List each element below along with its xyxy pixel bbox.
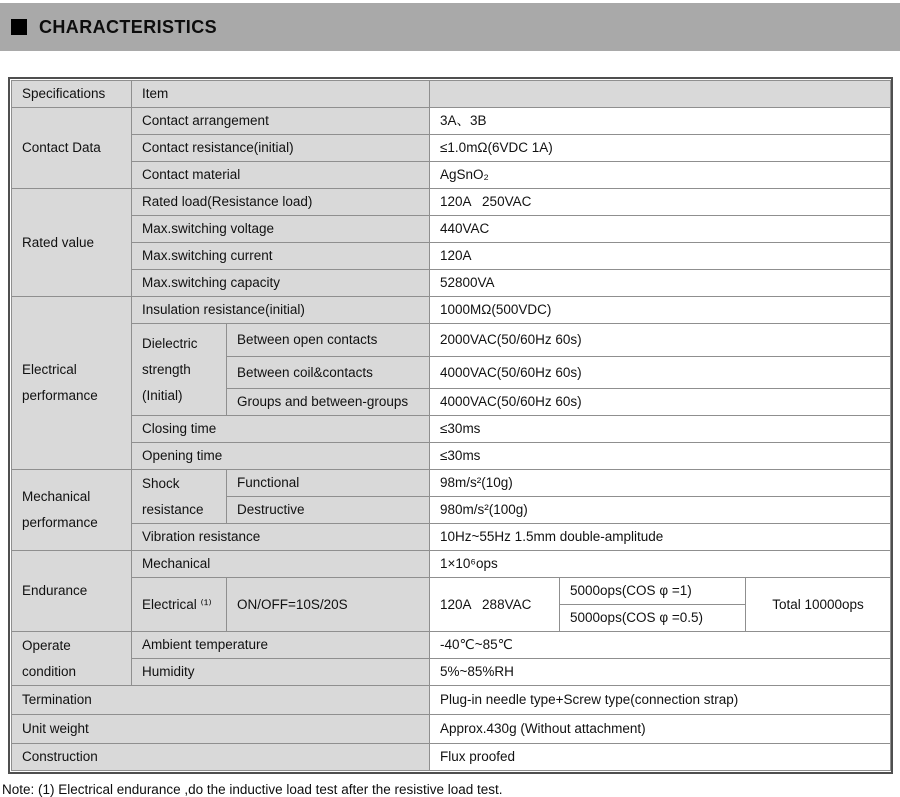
table-row	[12, 686, 891, 715]
table-row	[12, 524, 891, 551]
table-header-value-cell	[430, 81, 891, 108]
table-row	[12, 416, 891, 443]
item-insulation-resistance: Insulation resistance(initial)	[132, 297, 430, 324]
footnote: Note: (1) Electrical endurance ,do the inductive load test after the resistive load test.	[2, 782, 503, 797]
value-contact-material: AgSnO₂	[430, 162, 891, 189]
value-endurance-load: 120A 288VAC	[430, 578, 560, 632]
subitem-destructive: Destructive	[227, 497, 430, 524]
table-row	[12, 744, 891, 771]
value-endurance-total: Total 10000ops	[746, 578, 891, 632]
value-endurance-ops-cos1: 5000ops(COS φ =1)	[560, 578, 746, 605]
header-specifications: Specifications	[12, 81, 132, 108]
value-construction: Flux proofed	[430, 744, 891, 771]
value-insulation-resistance: 1000MΩ(500VDC)	[430, 297, 891, 324]
section-marker-icon	[11, 19, 27, 35]
item-contact-arrangement: Contact arrangement	[132, 108, 430, 135]
table-row	[12, 297, 891, 324]
spec-termination: Termination	[12, 686, 430, 715]
value-shock-functional: 98m/s²(10g)	[430, 470, 891, 497]
value-ambient-temperature: -40℃~85℃	[430, 632, 891, 659]
table-row	[12, 324, 891, 357]
section-banner	[0, 3, 900, 51]
item-max-switching-capacity: Max.switching capacity	[132, 270, 430, 297]
table-row	[12, 632, 891, 659]
spec-construction: Construction	[12, 744, 430, 771]
value-humidity: 5%~85%RH	[430, 659, 891, 686]
item-endurance-electrical: Electrical ⁽¹⁾	[132, 578, 227, 632]
spec-contact-data: Contact Data	[12, 108, 132, 189]
value-opening-time: ≤30ms	[430, 443, 891, 470]
item-rated-load: Rated load(Resistance load)	[132, 189, 430, 216]
table-row	[12, 162, 891, 189]
table-row	[12, 189, 891, 216]
item-shock-resistance: Shock resistance	[132, 470, 227, 524]
table-row	[12, 243, 891, 270]
item-contact-resistance: Contact resistance(initial)	[132, 135, 430, 162]
spec-mechanical-performance: Mechanical performance	[12, 470, 132, 551]
table-row	[12, 135, 891, 162]
value-endurance-ops-cos05: 5000ops(COS φ =0.5)	[560, 605, 746, 632]
item-dielectric-strength: Dielectric strength (Initial)	[132, 324, 227, 416]
value-groups-between-groups: 4000VAC(50/60Hz 60s)	[430, 389, 891, 416]
item-contact-material: Contact material	[132, 162, 430, 189]
table-row	[12, 443, 891, 470]
table-row	[12, 270, 891, 297]
spec-endurance: Endurance	[12, 551, 132, 632]
page-title: CHARACTERISTICS	[39, 16, 218, 37]
value-between-coil-contacts: 4000VAC(50/60Hz 60s)	[430, 357, 891, 389]
item-max-switching-voltage: Max.switching voltage	[132, 216, 430, 243]
table-row	[12, 659, 891, 686]
value-between-open-contacts: 2000VAC(50/60Hz 60s)	[430, 324, 891, 357]
value-max-switching-capacity: 52800VA	[430, 270, 891, 297]
value-closing-time: ≤30ms	[430, 416, 891, 443]
value-contact-resistance: ≤1.0mΩ(6VDC 1A)	[430, 135, 891, 162]
item-max-switching-current: Max.switching current	[132, 243, 430, 270]
spec-operate-condition: Operate condition	[12, 632, 132, 686]
value-vibration-resistance: 10Hz~55Hz 1.5mm double-amplitude	[430, 524, 891, 551]
subitem-between-coil-contacts: Between coil&contacts	[227, 357, 430, 389]
characteristics-table	[8, 77, 893, 774]
table-row	[12, 108, 891, 135]
value-max-switching-voltage: 440VAC	[430, 216, 891, 243]
item-opening-time: Opening time	[132, 443, 430, 470]
table-row	[12, 715, 891, 744]
value-unit-weight: Approx.430g (Without attachment)	[430, 715, 891, 744]
item-humidity: Humidity	[132, 659, 430, 686]
table-row	[12, 216, 891, 243]
subitem-functional: Functional	[227, 470, 430, 497]
header-item: Item	[132, 81, 430, 108]
item-ambient-temperature: Ambient temperature	[132, 632, 430, 659]
table-header-row	[12, 81, 891, 108]
value-rated-load: 120A 250VAC	[430, 189, 891, 216]
subitem-groups-between-groups: Groups and between-groups	[227, 389, 430, 416]
item-vibration-resistance: Vibration resistance	[132, 524, 430, 551]
value-contact-arrangement: 3A、3B	[430, 108, 891, 135]
spec-unit-weight: Unit weight	[12, 715, 430, 744]
table-row	[12, 470, 891, 497]
value-shock-destructive: 980m/s²(100g)	[430, 497, 891, 524]
subitem-between-open-contacts: Between open contacts	[227, 324, 430, 357]
subitem-on-off-cycle: ON/OFF=10S/20S	[227, 578, 430, 632]
value-endurance-mechanical: 1×10⁶ops	[430, 551, 891, 578]
value-termination: Plug-in needle type+Screw type(connection strap)	[430, 686, 891, 715]
table-row	[12, 551, 891, 578]
item-endurance-mechanical: Mechanical	[132, 551, 430, 578]
table-row	[12, 578, 891, 605]
value-max-switching-current: 120A	[430, 243, 891, 270]
item-closing-time: Closing time	[132, 416, 430, 443]
spec-electrical-performance: Electrical performance	[12, 297, 132, 470]
spec-rated-value: Rated value	[12, 189, 132, 297]
